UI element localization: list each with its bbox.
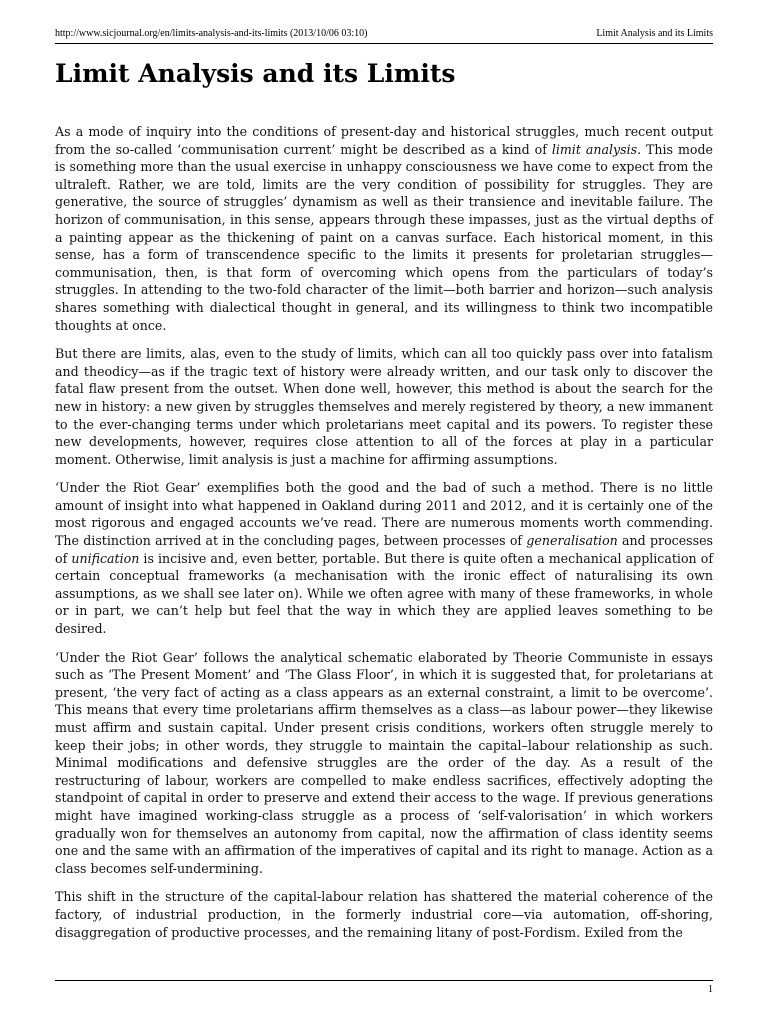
paragraph: This shift in the structure of the capital-labour relation has shattered the material coherence of the factory, of industrial production, in the formerly industrial core—via automation, off-shoring, disaggregation of productive processes, and the remaining litany of post-Fordism. Exiled from the <box>55 889 713 940</box>
emphasis: generalisation <box>526 533 618 549</box>
source-url: http://www.sicjournal.org/en/limits-analysis-and-its-limits (2013/10/06 03:10) <box>55 28 368 39</box>
paragraph: But there are limits, alas, even to the study of limits, which can all too quickly pass over into fatalism and theodicy—as if the tragic text of history were already written, and our task only to discover the fatal flaw present from the outset. When done well, however, this method is about the search for the new in history: a new given by struggles themselves and merely registered by theory, a new immanent to the ever-changing terms under which proletarians meet capital and its powers. To register these new developments, however, requires close attention to all of the forces at play in a particular moment. Otherwise, limit analysis is just a machine for affirming assumptions. <box>55 346 713 467</box>
paragraph: ‘Under the Riot Gear’ follows the analytical schematic elaborated by Theorie Communiste in essays such as ‘The Present Moment’ and ‘The Glass Floor’, in which it is suggested that, for proletarians at present, ‘the very fact of acting as a class appears as an external constraint, a limit to be overcome’. This means that every time proletarians affirm themselves as a class—as labour power—they likewise must affirm and sustain capital. Under present crisis conditions, workers often struggle merely to keep their jobs; in other words, they struggle to maintain the capital–labour relationship as such. Minimal modifications and defensive struggles are the order of the day. As a result of the restructuring of labour, workers are compelled to make endless sacrifices, effectively adopting the standpoint of capital in order to preserve and extend their access to the wage. If previous generations might have imagined working-class struggle as a process of ‘self-valorisation’ in which workers gradually won for themselves an autonomy from capital, now the affirmation of class identity seems one and the same with an affirmation of the imperatives of capital and its right to manage. Action as a class becomes self-undermining. <box>55 649 713 876</box>
page-header <box>55 28 713 44</box>
page-footer <box>55 980 713 995</box>
emphasis: limit analysis <box>551 141 638 157</box>
article-body <box>55 123 713 941</box>
page-title: Limit Analysis and its Limits <box>55 59 456 88</box>
paragraph: As a mode of inquiry into the conditions of present-day and historical struggles, much recent output from the so-called ‘communisation current’ might be described as a kind of limit analysis. This mode is something more than the usual exercise in unhappy consciousness we have come to expect from the ultraleft. Rather, we are told, limits are the very condition of possibility for struggles. They are generative, the source of struggles’ dynamism as well as their transience and inevitable failure. The horizon of communisation, in this sense, appears through these impasses, just as the virtual depths of a painting appear as the thickening of paint on a canvas surface. Each historical moment, in this sense, has a form of transcendence specific to the limits it presents for proletarian struggles—communisation, then, is that form of overcoming which opens from the particulars of today’s struggles. In attending to the two-fold character of the limit—both barrier and horizon—such analysis shares something with dialectical thought in general, and its willingness to think two incompatible thoughts at once. <box>55 124 713 333</box>
emphasis: unification <box>71 550 140 566</box>
running-title: Limit Analysis and its Limits <box>596 28 713 39</box>
paragraph: ‘Under the Riot Gear’ exemplifies both the good and the bad of such a method. There is no little amount of insight into what happened in Oakland during 2011 and 2012, and it is certainly one of the most rigorous and engaged accounts we’ve read. There are numerous moments worth commending. The distinction arrived at in the concluding pages, between processes of generalisation and processes of unification is incisive and, even better, portable. But there is quite often a mechanical application of certain conceptual frameworks (a mechanisation with the ironic effect of naturalising its own assumptions, as we shall see later on). While we often agree with many of these frameworks, in whole or in part, we can’t help but feel that the way in which they are applied leaves something to be desired. <box>55 480 713 637</box>
page-number: 1 <box>708 984 713 995</box>
